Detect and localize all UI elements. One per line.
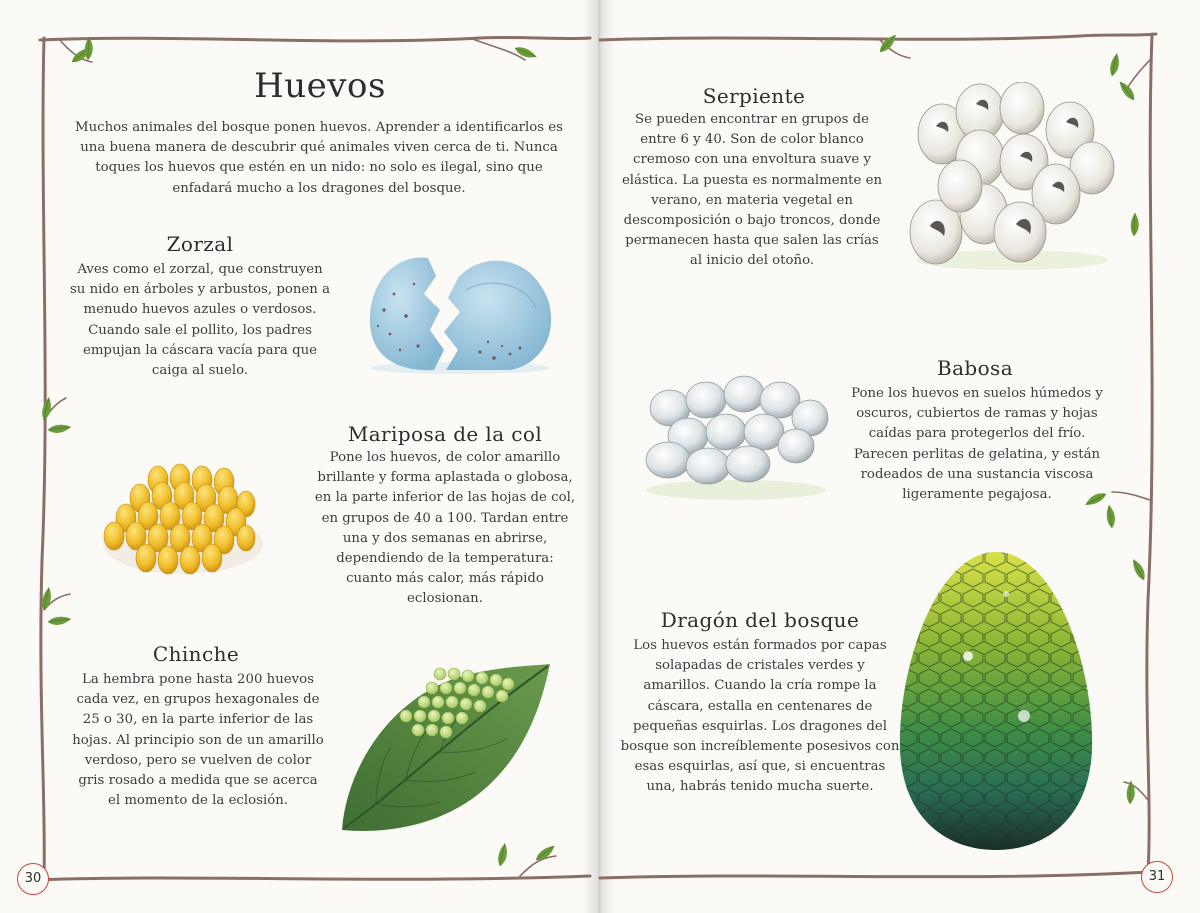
slug-eggs-image xyxy=(640,372,832,504)
text-zorzal: Aves como el zorzal, que construyen su nido en árboles y arbustos, ponen a menudo huevos azules o verdosos. Cuando sale el pollito, los padres empujan la cáscara vacía para que caiga al suelo. xyxy=(69,262,331,379)
text-chinche: La hembra pone hasta 200 huevos cada vez, en grupos hexagonales de 25 o 30, en la parte inferior de las hojas. Al principio son de un amarillo verdoso, pero se vuelven de color gris rosado a medida que se acerca el momento de la eclosión. xyxy=(72,672,324,809)
page-number-right: 31 xyxy=(1141,861,1173,893)
page-number-left: 30 xyxy=(17,863,49,895)
text-serpiente: Se pueden encontrar en grupos de entre 6 y 40. Son de color blanco cremoso con una envoltura suave y elástica. La puesta es normalmente en verano, en materia vegetal en descomposición o bajo troncos, donde permanecen hasta que salen las crías al inicio del otoño. xyxy=(621,112,883,269)
intro-paragraph: Muchos animales del bosque ponen huevos. Aprender a identificarlos es una buena manera de descubrir qué animales viven cerca de ti. Nunca toques los huevos que estén en un nido: no solo es ilegal, sino que enfadará mucho a los dragones del bosque. xyxy=(74,120,564,196)
thrush-egg-image xyxy=(360,246,560,376)
heading-chinche: Chinche xyxy=(152,642,240,666)
text-mariposa-de-la-col: Pone los huevos, de color amarillo brillante y forma aplastada o globosa, en la parte inferior de las hojas de col, en grupos de 40 a 100. Tardan entre una y dos semanas en abrirse, dependiendo de la temperatura: cuanto más calor, más rápido eclosionan. xyxy=(314,450,576,607)
heading-mariposa-de-la-col: Mariposa de la col xyxy=(347,422,543,446)
cabbage-butterfly-eggs-image xyxy=(96,458,270,582)
heading-dragon-del-bosque: Dragón del bosque xyxy=(660,608,860,632)
heading-babosa: Babosa xyxy=(936,356,1014,380)
text-babosa: Pone los huevos en suelos húmedos y oscuros, cubiertos de ramas y hojas caídas para protegerlos del frío. Parecen perlitas de gelatina, y están rodeados de una sustancia viscosa ligeramente pegajosa. xyxy=(851,386,1103,503)
heading-serpiente: Serpiente xyxy=(702,84,806,108)
forest-dragon-egg-image xyxy=(896,548,1096,854)
shield-bug-eggs-on-leaf-image xyxy=(336,662,554,834)
heading-zorzal: Zorzal xyxy=(166,232,234,256)
page-title: Huevos xyxy=(254,66,386,106)
text-dragon-del-bosque: Los huevos están formados por capas solapadas de cristales verdes y amarillos. Cuando la cría rompe la cáscara, estalla en centenares de pequeñas esquirlas. Los dragones del bosque son increíblemente posesivos con esas esquirlas, así que, si encuentras una, habrás tenido mucha suerte. xyxy=(620,638,900,795)
snake-eggs-image xyxy=(906,82,1118,274)
